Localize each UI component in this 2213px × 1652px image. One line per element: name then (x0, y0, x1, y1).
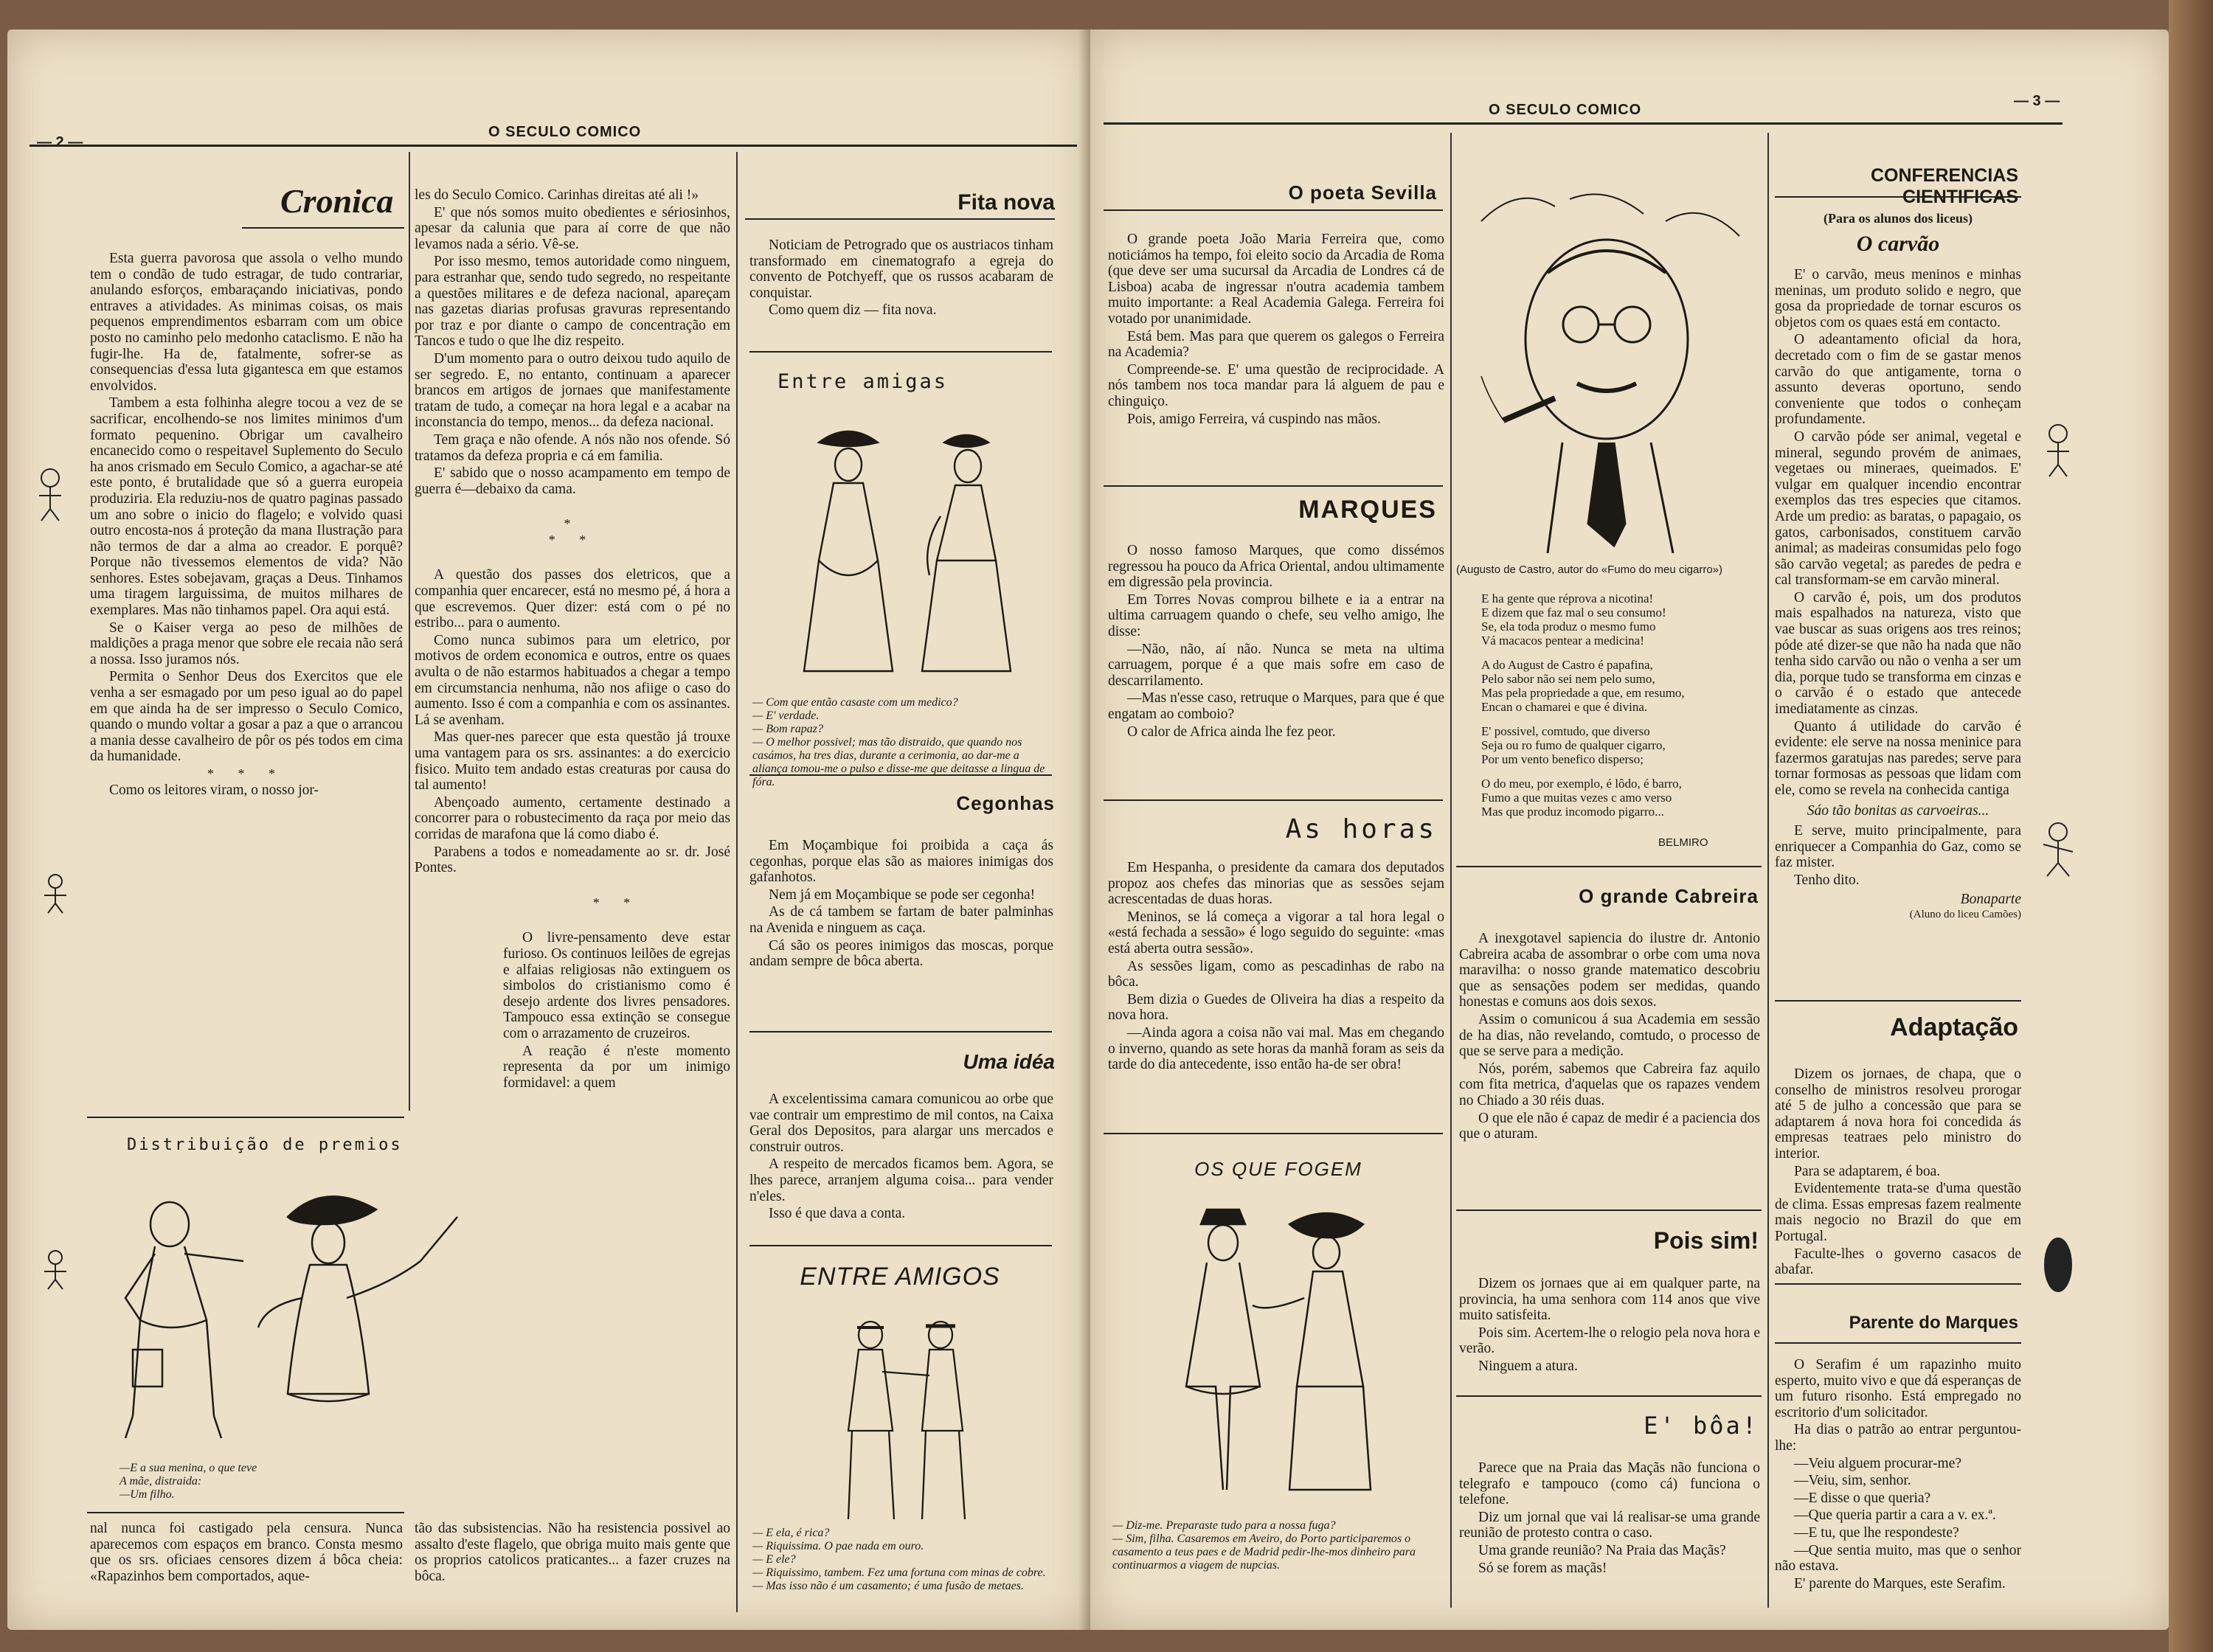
stars-divider: * * * (548, 516, 597, 547)
parente-text (1775, 1357, 2021, 1593)
as-horas-title: As horas (1285, 814, 1437, 844)
caption-line: A mãe, distraida: (120, 1475, 202, 1488)
masthead-rule (1104, 122, 2063, 125)
uma-idea-paragraph: A excelentissima camara comunicou ao orbe que vae contrair um emprestimo de mil contos, na Caixa Geral dos Depositos, para alargar uns mercados e construir outros. (749, 1092, 1053, 1155)
caption-line: — Mas isso não é um casamento; é uma fusão de metaes. (752, 1580, 1024, 1592)
portrait-illustration (1459, 177, 1762, 564)
margin-doodle-icon (2036, 819, 2080, 878)
section-rule (749, 774, 1052, 776)
cronica-paragraph: A reação é n'este momento representa da por um inimigo formidavel: a quem (503, 1043, 730, 1091)
entre-amigos-illustration (811, 1305, 1003, 1538)
parente-paragraph: O Serafim é um rapazinho muito esperto, muito vivo e que dá esperanças de um futuro risonho. Está empregado no escritorio d'um solicitador. (1775, 1357, 2021, 1420)
verse-line: Por um vento benefico disperso; (1481, 752, 1644, 766)
cabreira-paragraph: A inexgotavel sapiencia do ilustre dr. Antonio Cabreira acaba de assombrar o orbe com uma nova maravilha: o nosso grande matematico descobriu que as sensações podem ser medidas, quando honestas e comuns aos dois sexos. (1459, 931, 1760, 1010)
parente-title: Parente do Marques (1849, 1313, 2018, 1333)
horas-paragraph: Em Hespanha, o presidente da camara dos deputados propoz aos chefes das minorias que as sessões sejam acrescentadas de duas horas. (1108, 860, 1444, 908)
e-boa-paragraph: Parece que na Praia das Maçãs não funciona o telegrafo e tampouco (como cá) funciona o telefone. (1459, 1460, 1760, 1508)
verse-line: Encan o chamarei e que é divina. (1481, 700, 1648, 714)
distribuicao-title: Distribuição de premios (127, 1136, 403, 1154)
cronica-paragraph: les do Seculo Comico. Carinhas direitas até ali !» (415, 187, 699, 203)
verse-line: E ha gente que réprova a nicotina! (1481, 591, 1654, 605)
page-number: — 2 — (37, 134, 83, 150)
os-que-fogem-illustration (1157, 1195, 1400, 1508)
cegonhas-paragraph: Em Moçambique foi proibida a caça ás cegonhas, porque elas são as maiores inimigas dos gafanhotos. (749, 838, 1053, 886)
fleeing-couple-drawing (1157, 1195, 1400, 1504)
title-rule (745, 218, 1055, 220)
pois-sim-paragraph: Ninguem a atura. (1478, 1358, 1578, 1374)
cronica-paragraph: Mas quer-nes parecer que esta questão já trouxe uma vantagem para os srs. assinantes: a do exercicio fisico. Muito tem andado estas creaturas por causa do tal aumento! (415, 729, 730, 794)
conferencias-paragraph: O carvão póde ser animal, vegetal e mineral, segundo provém de animaes, vegetaes ou mineraes, queimados. E' vulgar em qualquer incendio encontrar exemplos das tres especies que citamos. Arde um predio: as baratas, o papagaio, os gatos, carbonisados, constituem carvão animal; as madeiras consumidas pelo fogo são carvão vegetal; as paredes de pedra e cal transformam-se em carvão mineral. (1775, 428, 2021, 589)
marques-paragraph: Em Torres Novas comprou bilhete e ia a entrar na ultima carruagem quando o chefe, seu velho amigo, lhe disse: (1108, 591, 1444, 639)
distribuicao-caption (120, 1462, 341, 1502)
poeta-sevilla-text (1108, 232, 1444, 428)
left-page (7, 30, 1090, 1630)
verse-line: E' possivel, comtudo, que diverso (1481, 724, 1650, 738)
entre-amigos-caption (752, 1527, 1055, 1593)
cabreira-paragraph: O que ele não é capaz de medir é a paciencia dos que o aturam. (1459, 1110, 1760, 1142)
caption-line: — Com que então casaste com um medico? (752, 696, 958, 709)
title-rule (1104, 209, 1443, 211)
conferencias-subject: O carvão (1856, 232, 1940, 256)
caption-line: — Diz-me. Preparaste tudo para a nossa fuga? (1112, 1519, 1336, 1532)
cronica-paragraph: Por isso mesmo, temos autoridade como ninguem, para estranhar que, sendo tudo segredo, no respeitante a questões militares e de defeza nacional, apareçam nas gazetas diarias profusas gravuras representando por traz e por diante o campo de concentração em Tancos e tudo o que lhe diz respeito. (415, 254, 730, 350)
pois-sim-paragraph: Dizem os jornaes que ai em qualquer parte, na provincia, ha uma senhora com 114 anos que vive muito satisfeita. (1459, 1276, 1760, 1324)
poeta-sevilla-title: O poeta Sevilla (1288, 181, 1437, 204)
cegonhas-text (749, 838, 1053, 971)
portrait-verses (1481, 591, 1762, 819)
verse-line: Pelo sabor não sei nem pelo sumo, (1481, 672, 1655, 686)
book-edge (2169, 0, 2213, 1652)
verse-spacer (1481, 648, 1762, 658)
e-boa-paragraph: Só se forem as maçãs! (1478, 1560, 1607, 1576)
cronica-paragraph: E' sabido que o nosso acampamento em tempo de guerra é—debaixo da cama. (415, 465, 730, 497)
poeta-paragraph: O grande poeta João Maria Ferreira que, como noticiámos ha tempo, foi eleito socio da Arcadia de Roma (que deve ser uma sucursal da Arcadia de Londres cá de Lisboa) acaba de ingressar n'outra academia tambem muito importante: a Real Academia Galega. Ferreira foi votado por unanimidade. (1108, 232, 1444, 327)
cabreira-text (1459, 931, 1760, 1144)
section-rule (749, 1245, 1052, 1246)
portrait-caption: (Augusto de Castro, autor do «Fumo do meu cigarro») (1456, 563, 1723, 576)
uma-idea-title: Uma idéa (963, 1050, 1055, 1073)
caption-line: —E a sua menina, o que teve (120, 1462, 257, 1474)
cronica-paragraph: nal nunca foi castigado pela censura. Nunca aparecemos com espaços em branco. Consta mesmo que os srs. oficiaes censores dizem á bôca cheia: «Rapazinhos bem comportados, aque- (90, 1521, 403, 1584)
verse-line: O do meu, por exemplo, é lôdo, é barro, (1481, 777, 1682, 791)
cronica-paragraph: A questão dos passes dos eletricos, que a companhia quer encarecer, está no mesmo pé, á hora a que escrevemos. Quer dizer: está com o pé no estribo... para o aumento. (415, 567, 730, 631)
parente-paragraph: —Veiu alguem procurar-me? (1794, 1455, 1962, 1471)
section-rule (1775, 1000, 2021, 1002)
conferencias-text (1775, 267, 2021, 923)
caption-line: —Um filho. (120, 1488, 175, 1501)
section-rule (1775, 1283, 2021, 1285)
cronica-paragraph: Como os leitores viram, o nosso jor- (109, 782, 319, 798)
cronica-column-2 (415, 187, 730, 1092)
cronica-title: Cronica (280, 182, 394, 220)
conferencias-paragraph: E serve, muito principalmente, para enriquecer a Companhia do Gaz, como se faz mister. (1775, 823, 2021, 871)
margin-doodle-icon (37, 1246, 74, 1291)
pois-sim-text (1459, 1276, 1760, 1376)
pois-sim-title: Pois sim! (1653, 1227, 1759, 1254)
poeta-paragraph: Está bem. Mas para que querem os galegos o Ferreira na Academia? (1108, 328, 1444, 361)
cabreira-paragraph: Assim o comunicou á sua Academia em sessão de ha dias, não revelando, comtudo, o processo de que se serve para a medição. (1459, 1011, 1760, 1060)
caption-line: — E ela, é rica? (752, 1527, 830, 1539)
verse-line: Mas pela propriedade a que, em resumo, (1481, 686, 1685, 700)
entre-amigas-illustration (775, 413, 1040, 697)
conferencias-signature: Bonaparte (1960, 891, 2021, 907)
margin-doodle-icon (28, 465, 72, 524)
horas-paragraph: Bem dizia o Guedes de Oliveira ha dias a respeito da nova hora. (1108, 991, 1444, 1024)
conferencias-title: CONFERENCIAS CIENTIFICAS (1870, 165, 2018, 207)
margin-doodle-icon (37, 870, 74, 914)
cabreira-title: O grande Cabreira (1579, 885, 1759, 907)
adaptacao-paragraph: Dizem os jornaes, de chapa, que o conselho de ministros resolveu prorogar até 5 de julho a concessão que para se adaptarem á nova hora foi concedida ás empresas teatraes pelo ministro do interior. (1775, 1066, 2021, 1162)
cronica-paragraph: E' que nós somos muito obedientes e sériosinhos, apesar da calunia que para aí corre de que não levamos nada a sério. Vê-se. (415, 204, 730, 252)
margin-doodle-icon (2036, 420, 2080, 479)
horas-paragraph: Meninos, se lá começa a vigorar a tal hora legal o «está fechada a sessão» é logo seguido do seguinte: «mas está aberta outra sessão». (1108, 909, 1444, 957)
e-boa-paragraph: Uma grande reunião? Na Praia das Maçãs? (1478, 1542, 1726, 1558)
adaptacao-title: Adaptação (1890, 1013, 2018, 1041)
margin-doodle-icon (2036, 1232, 2080, 1298)
verse-line: Vá macacos pentear a medicina! (1481, 634, 1644, 648)
parente-paragraph: —Que queria partir a cara a v. ex.ª. (1794, 1507, 1996, 1524)
uma-idea-text (749, 1092, 1053, 1224)
adaptacao-paragraph: Para se adaptarem, é boa. (1794, 1163, 1941, 1179)
cronica-paragraph: Se o Kaiser verga ao peso de milhões de maldições a praga menor que sobre ele recaia não será a nossa. Isso juramos nós. (90, 620, 403, 667)
cronica-paragraph: Tem graça e não ofende. A nós não nos ofende. Só tratamos da defeza propria e cá em familia. (415, 431, 730, 464)
cronica-paragraph: tão das subsistencias. Não ha resistencia possivel ao assalto d'este flagelo, que obriga muito mais gente que os proprios catolicos praticantes... a fazer cruzes na bôca. (415, 1521, 730, 1584)
stars-divider: * * * (207, 766, 285, 781)
parente-paragraph: Ha dias o patrão ao entrar perguntou-lhe: (1775, 1422, 2021, 1454)
two-men-drawing (811, 1305, 1003, 1534)
cabreira-paragraph: Nós, porém, sabemos que Cabreira faz aquilo com fita metrica, d'aquelas que os rapazes vendem no Chiado a 30 réis duas. (1459, 1061, 1760, 1108)
parente-paragraph: —E disse o que queria? (1794, 1490, 1931, 1506)
marques-title: MARQUES (1298, 496, 1437, 524)
conferencias-signature-note: (Aluno do liceu Camões) (1909, 909, 2021, 921)
e-boa-text (1459, 1460, 1760, 1578)
marques-paragraph: O nosso famoso Marques, que como dissémos regressou ha pouco da Africa Oriental, andou ultimamente em digressão pela provincia. (1108, 543, 1444, 591)
conferencias-verse: Sáo tão bonitas as carvoeiras... (1807, 802, 1989, 819)
caption-line: — E ele? (752, 1553, 796, 1566)
cronica-paragraph: Como nunca subimos para um eletrico, por motivos de ordem economica e outros, entre os quaes avulta o de não estarmos habituados a chegar a tempo em circumstancia nenhuma, não nos afiige o caso do aumento. Isso é com a companhia e com os assinantes. Lá se avenham. (415, 632, 730, 728)
parente-paragraph: —Veiu, sim, senhor. (1794, 1473, 1911, 1489)
column-divider (409, 152, 410, 1111)
section-rule (1104, 485, 1443, 487)
verse-line: E dizem que faz mal o seu consumo! (1481, 605, 1666, 620)
uma-idea-paragraph: A respeito de mercados ficamos bem. Agora, se lhes parece, arranjem alguma coisa... para vender n'eles. (749, 1156, 1053, 1204)
adaptacao-paragraph: Evidentemente trata-se d'uma questão de clima. Essas empresas fazem realmente mais negocio no Brazil do que em Portugal. (1775, 1181, 2021, 1244)
column-divider (1767, 133, 1769, 1608)
fita-nova-paragraph: Como quem diz — fita nova. (769, 302, 937, 319)
fita-nova-paragraph: Noticiam de Petrogrado que os austriacos tinham transformado em cinematografo a egreja do convento de Potchyeff, que os russos acabaram de conquistar. (749, 237, 1053, 301)
masthead: O SECULO COMICO (1489, 102, 1642, 118)
poeta-paragraph: Pois, amigo Ferreira, vá cuspindo nas mãos. (1127, 411, 1381, 427)
cronica-paragraph: Parabens a todos e nomeadamente ao sr. dr. José Pontes. (415, 844, 730, 876)
section-rule (749, 1031, 1052, 1032)
verse-line: Seja ou ro fumo de qualquer cigarro, (1481, 738, 1666, 752)
marques-paragraph: —Não, não, aí não. Nunca se meta na ultima carruagem, porque é a que mais sofre em caso de descarrilamento. (1108, 641, 1444, 689)
portrait-signature: BELMIRO (1658, 836, 1708, 849)
caption-line: — E' verdade. (752, 709, 820, 722)
marques-text (1108, 543, 1444, 741)
section-rule (1456, 866, 1762, 867)
distribuicao-illustration (111, 1173, 465, 1464)
cronica-paragraph: Esta guerra pavorosa que assola o velho mundo tem o condão de tudo estragar, de tudo contrariar, anulando esforços, embaraçando iniciativas, pondo entraves a atividades. As minimas coisas, os mais pequenos emprendimentos esbarram com um obice posto no caminho pelo medonho cataclismo. E não ha fugir-lhe. Ha de, fatalmente, sofrer-se as consequencias d'essa luta gigantesca em que estamos envolvidos. (90, 251, 403, 394)
caption-line: — Riquissima. O pae nada em ouro. (752, 1540, 924, 1552)
os-que-fogem-title: OS QUE FOGEM (1194, 1158, 1362, 1180)
section-rule (1104, 1133, 1443, 1134)
caricature-drawing (1459, 177, 1762, 560)
verse-line: Se, ela toda produz o mesmo fumo (1481, 620, 1656, 634)
two-women-drawing (775, 413, 1040, 693)
cronica-paragraph: D'um momento para o outro deixou tudo aquilo de ser segredo. E, no entanto, continuam a aparecer brancos em artigos de jornaes que manifestamente tratam de tudo, a começar na hora legal e a acabar na inconstancia do tempo, menos... da defeza nacional. (415, 350, 730, 431)
cegonhas-paragraph: Nem já em Moçambique se pode ser cegonha! (769, 886, 1036, 903)
caption-line: — Riquissimo, tambem. Fez uma fortuna com minas de cobre. (752, 1566, 1046, 1579)
title-rule (1775, 1342, 2021, 1344)
parente-paragraph: E' parente do Marques, este Serafim. (1794, 1575, 2006, 1592)
section-rule (87, 1117, 404, 1118)
cronica-paragraph: Permita o Senhor Deus dos Exercitos que ele venha a ser esmagado por um peso igual ao do papel em que ainda ha de ser impresso o Seculo Comico, quando o mundo voltar a gosar a paz a que o arrancou a mania desse cavalheiro de pôr os pés todos em cima da humanidade. (90, 669, 403, 765)
parente-paragraph: —E tu, que lhe respondeste? (1794, 1524, 1959, 1541)
uma-idea-paragraph: Isso é que dava a conta. (769, 1206, 906, 1222)
right-page (1090, 30, 2169, 1630)
caption-line: — O melhor possivel; mas tão distraido, que quando nos casámos, ha tres dias, durante a cerimonia, ao dar-me a aliança tomou-me o pulso e disse-me que deitasse a lingua de fóra. (752, 736, 1045, 788)
caption-line: — Bom rapaz? (752, 723, 824, 735)
column-divider (1450, 133, 1452, 1608)
entre-amigos-title: ENTRE AMIGOS (800, 1263, 1000, 1291)
conferencias-paragraph: O adeantamento oficial da hora, decretado com o fim de se gastar menos carvão do que antigamente, torna o assunto deveras oportuno, sendo conveniente que todos o conheçam profundamente. (1775, 332, 2021, 428)
e-boa-title: E' bôa! (1644, 1412, 1759, 1440)
verse-line: Fumo a que muitas vezes c amo verso (1481, 791, 1672, 805)
title-rule (1775, 196, 2021, 198)
cronica-paragraph: O livre-pensamento deve estar furioso. Os continuos leilões de egrejas e alfaias religiosas não extinguem os simbolos do cristianismo como é desejo ardente dos livres pensadores. Tampouco essa extinção se consegue com o arrazamento de cruzeiros. (503, 930, 730, 1041)
as-horas-text (1108, 860, 1444, 1075)
cronica-paragraph: Tambem a esta folhinha alegre tocou a vez de se sacrificar, encolhendo-se nos limites minimos d'um formato pequenino. Obrigar um cavalheiro encanecido como o respeitavel Suplemento do Seculo ha anos crismado em Seculo Comico, a agachar-se até este ponto, é brutalidade que só a guerra europeia produziria. Ela reduziu-nos de quatro paginas passado um ano sobre o inicio do flagelo; e volvido quasi outro encosta-nos á proteção da mana Ilustração para não termos de dar a alma ao creador. E porquê? Porque não tivessemos elementos de vida? Não senhores. Estes sobejavam, graças a Deus. Tinhamos uma tiragem larguissima, de muitos milhares de exemplares. Mas não tinhamos papel. Ora aqui está. (90, 395, 403, 619)
conferencias-paragraph: Tenho dito. (1794, 872, 1860, 888)
cronica-column-1 (90, 251, 403, 799)
masthead-rule (30, 145, 1077, 147)
marques-paragraph: —Mas n'esse caso, retruque o Marques, para que é que engatam ao comboio? (1108, 690, 1444, 722)
parente-paragraph: —Que sentia muito, mas que o senhor não estava. (1775, 1542, 2021, 1575)
conferencias-subtitle: (Para os alunos dos liceus) (1823, 211, 1973, 226)
poeta-paragraph: Compreende-se. E' uma questão de reciprocidade. A nós tambem nos toca mandar para lá alguem de pau e chinguiço. (1108, 361, 1444, 409)
fita-nova-text (749, 237, 1053, 320)
cegonhas-paragraph: Cá são os peores inimigos das moscas, porque andam sempre de bôca aberta. (749, 937, 1053, 970)
conferencias-paragraph: O carvão é, pois, um dos produtos mais espalhados na natureza, visto que vae buscar as suas origens aos tres reinos; póde até dizer-se que não ha nada que não tenha sido carvão ou não o venha a ser um dia, porque tudo se transforma em cinzas e o carvão é o estado que antecede imediatamente as cinzas. (1775, 589, 2021, 718)
horas-paragraph: —Ainda agora a coisa não vai mal. Mas em chegando o inverno, quando as sete horas da manhã foram as seis da tarde do dia antecedente, isso então ha-de ser obra! (1108, 1024, 1444, 1073)
marques-paragraph: O calor de Africa ainda lhe fez peor. (1127, 723, 1336, 740)
section-rule (87, 1512, 404, 1513)
section-rule (1456, 1210, 1762, 1211)
title-rule (242, 227, 404, 229)
caption-line: — Sim, filha. Casaremos em Aveiro, do Porto participaremos o casamento a teus paes e de Madrid pedir-lhe-mos dinheiro para continuarmos a viagem de nupcias. (1112, 1533, 1416, 1572)
verse-spacer (1481, 714, 1762, 724)
verse-spacer (1481, 766, 1762, 777)
pois-sim-paragraph: Pois sim. Acertem-lhe o relogio pela nova hora e verão. (1459, 1325, 1760, 1357)
adaptacao-text (1775, 1066, 2021, 1280)
cronica-paragraph: Abençoado aumento, certamente destinado a concorrer para o robustecimento da raça por meio das corridas de marafona que lá como diabo é. (415, 794, 730, 842)
fita-nova-title: Fita nova (957, 190, 1055, 215)
e-boa-paragraph: Diz um jornal que vai lá realisar-se uma grande reunião de protesto contra o caso. (1459, 1509, 1760, 1541)
horas-paragraph: As sessões ligam, como as pescadinhas de rabo na bôca. (1108, 958, 1444, 990)
cronica-bottom-1 (90, 1521, 403, 1586)
stars-divider: * * (592, 895, 641, 910)
entre-amigas-title: Entre amigas (778, 370, 949, 393)
section-rule (1456, 1395, 1762, 1397)
page-number: — 3 — (2014, 93, 2060, 109)
masthead: O SECULO COMICO (488, 124, 642, 140)
section-rule (749, 351, 1052, 353)
verse-line: A do August de Castro é papafina, (1481, 658, 1653, 672)
column-divider (736, 152, 738, 1612)
couple-drawing (111, 1173, 465, 1460)
cronica-bottom-2 (415, 1521, 730, 1586)
adaptacao-paragraph: Faculte-lhes o governo casacos de abafar. (1775, 1246, 2021, 1278)
os-que-fogem-caption (1112, 1519, 1444, 1572)
cegonhas-paragraph: As de cá tambem se fartam de bater palminhas na Avenida e ninguem as caça. (749, 904, 1053, 936)
cegonhas-title: Cegonhas (956, 792, 1055, 814)
verse-line: Mas que produz incomodo pigarro... (1481, 805, 1664, 819)
conferencias-paragraph: Quanto á utilidade do carvão é evidente: ele serve na nossa meninice para fazermos garatujas nas paredes; serve para tornar formosas as pessoas que lidam com ele, como se revela na conhecida cantiga (1775, 718, 2021, 798)
section-rule (1104, 799, 1443, 801)
conferencias-paragraph: E' o carvão, meus meninos e minhas meninas, um produto solido e negro, que gosa da propriedade de tornar escuros os objetos com os quaes está em contacto. (1775, 267, 2021, 330)
